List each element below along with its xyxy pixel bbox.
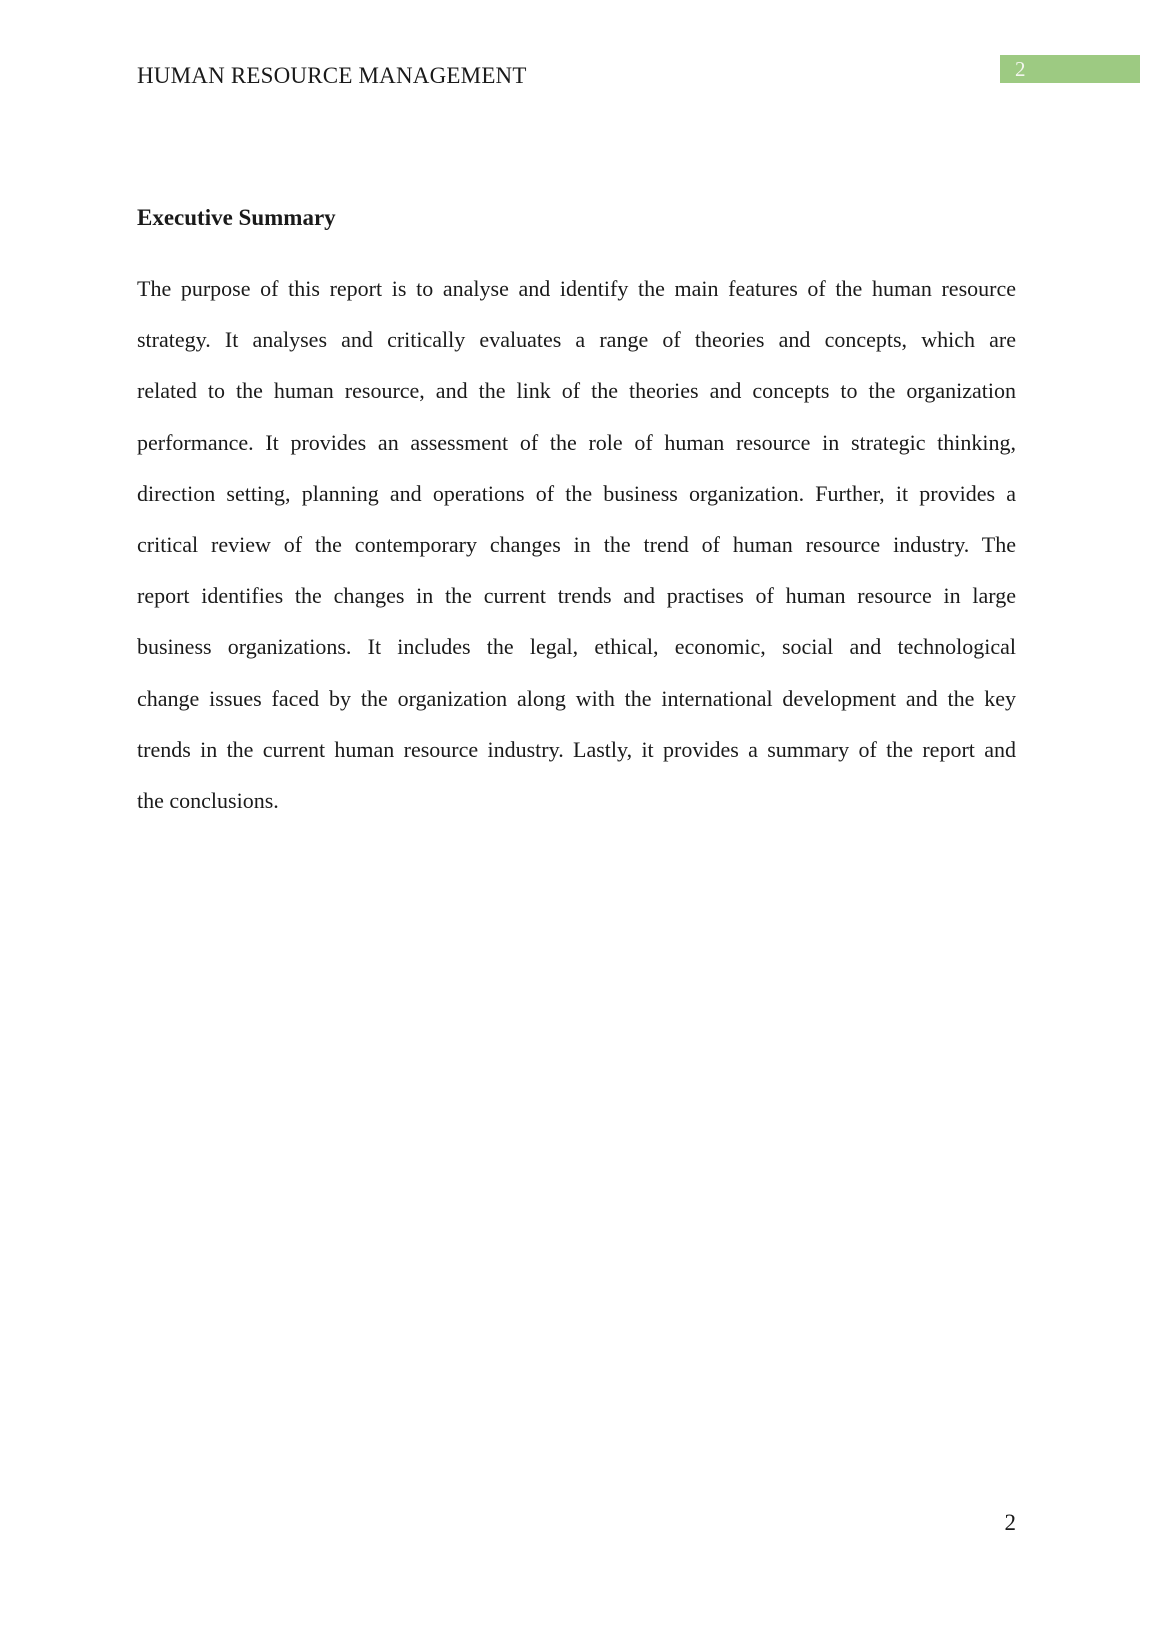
paragraph-line: the conclusions. — [137, 787, 279, 813]
paragraph-line: change issues faced by the organization along with the international development and the key — [137, 685, 1016, 711]
footer-page-number: 2 — [1004, 1510, 1016, 1535]
executive-summary-paragraph — [137, 263, 1016, 826]
paragraph-line: critical review of the contemporary changes in the trend of human resource industry. The — [137, 531, 1016, 557]
paragraph-line: The purpose of this report is to analyse and identify the main features of the human resource — [137, 276, 1016, 301]
running-header-title: HUMAN RESOURCE MANAGEMENT — [137, 63, 527, 88]
header-page-number-badge: 2 — [1000, 55, 1140, 83]
paragraph-line: performance. It provides an assessment of the role of human resource in strategic thinking, — [137, 429, 1016, 455]
paragraph-line: business organizations. It includes the legal, ethical, economic, social and technological — [137, 634, 1016, 660]
paragraph-line: related to the human resource, and the link of the theories and concepts to the organization — [137, 378, 1016, 404]
paragraph-line: trends in the current human resource industry. Lastly, it provides a summary of the report and — [137, 736, 1016, 762]
paragraph-line: strategy. It analyses and critically evaluates a range of theories and concepts, which are — [137, 327, 1016, 353]
paragraph-line: direction setting, planning and operations of the business organization. Further, it provides a — [137, 480, 1016, 506]
section-heading: Executive Summary — [137, 205, 336, 230]
paragraph-line: report identifies the changes in the current trends and practises of human resource in large — [137, 583, 1016, 609]
